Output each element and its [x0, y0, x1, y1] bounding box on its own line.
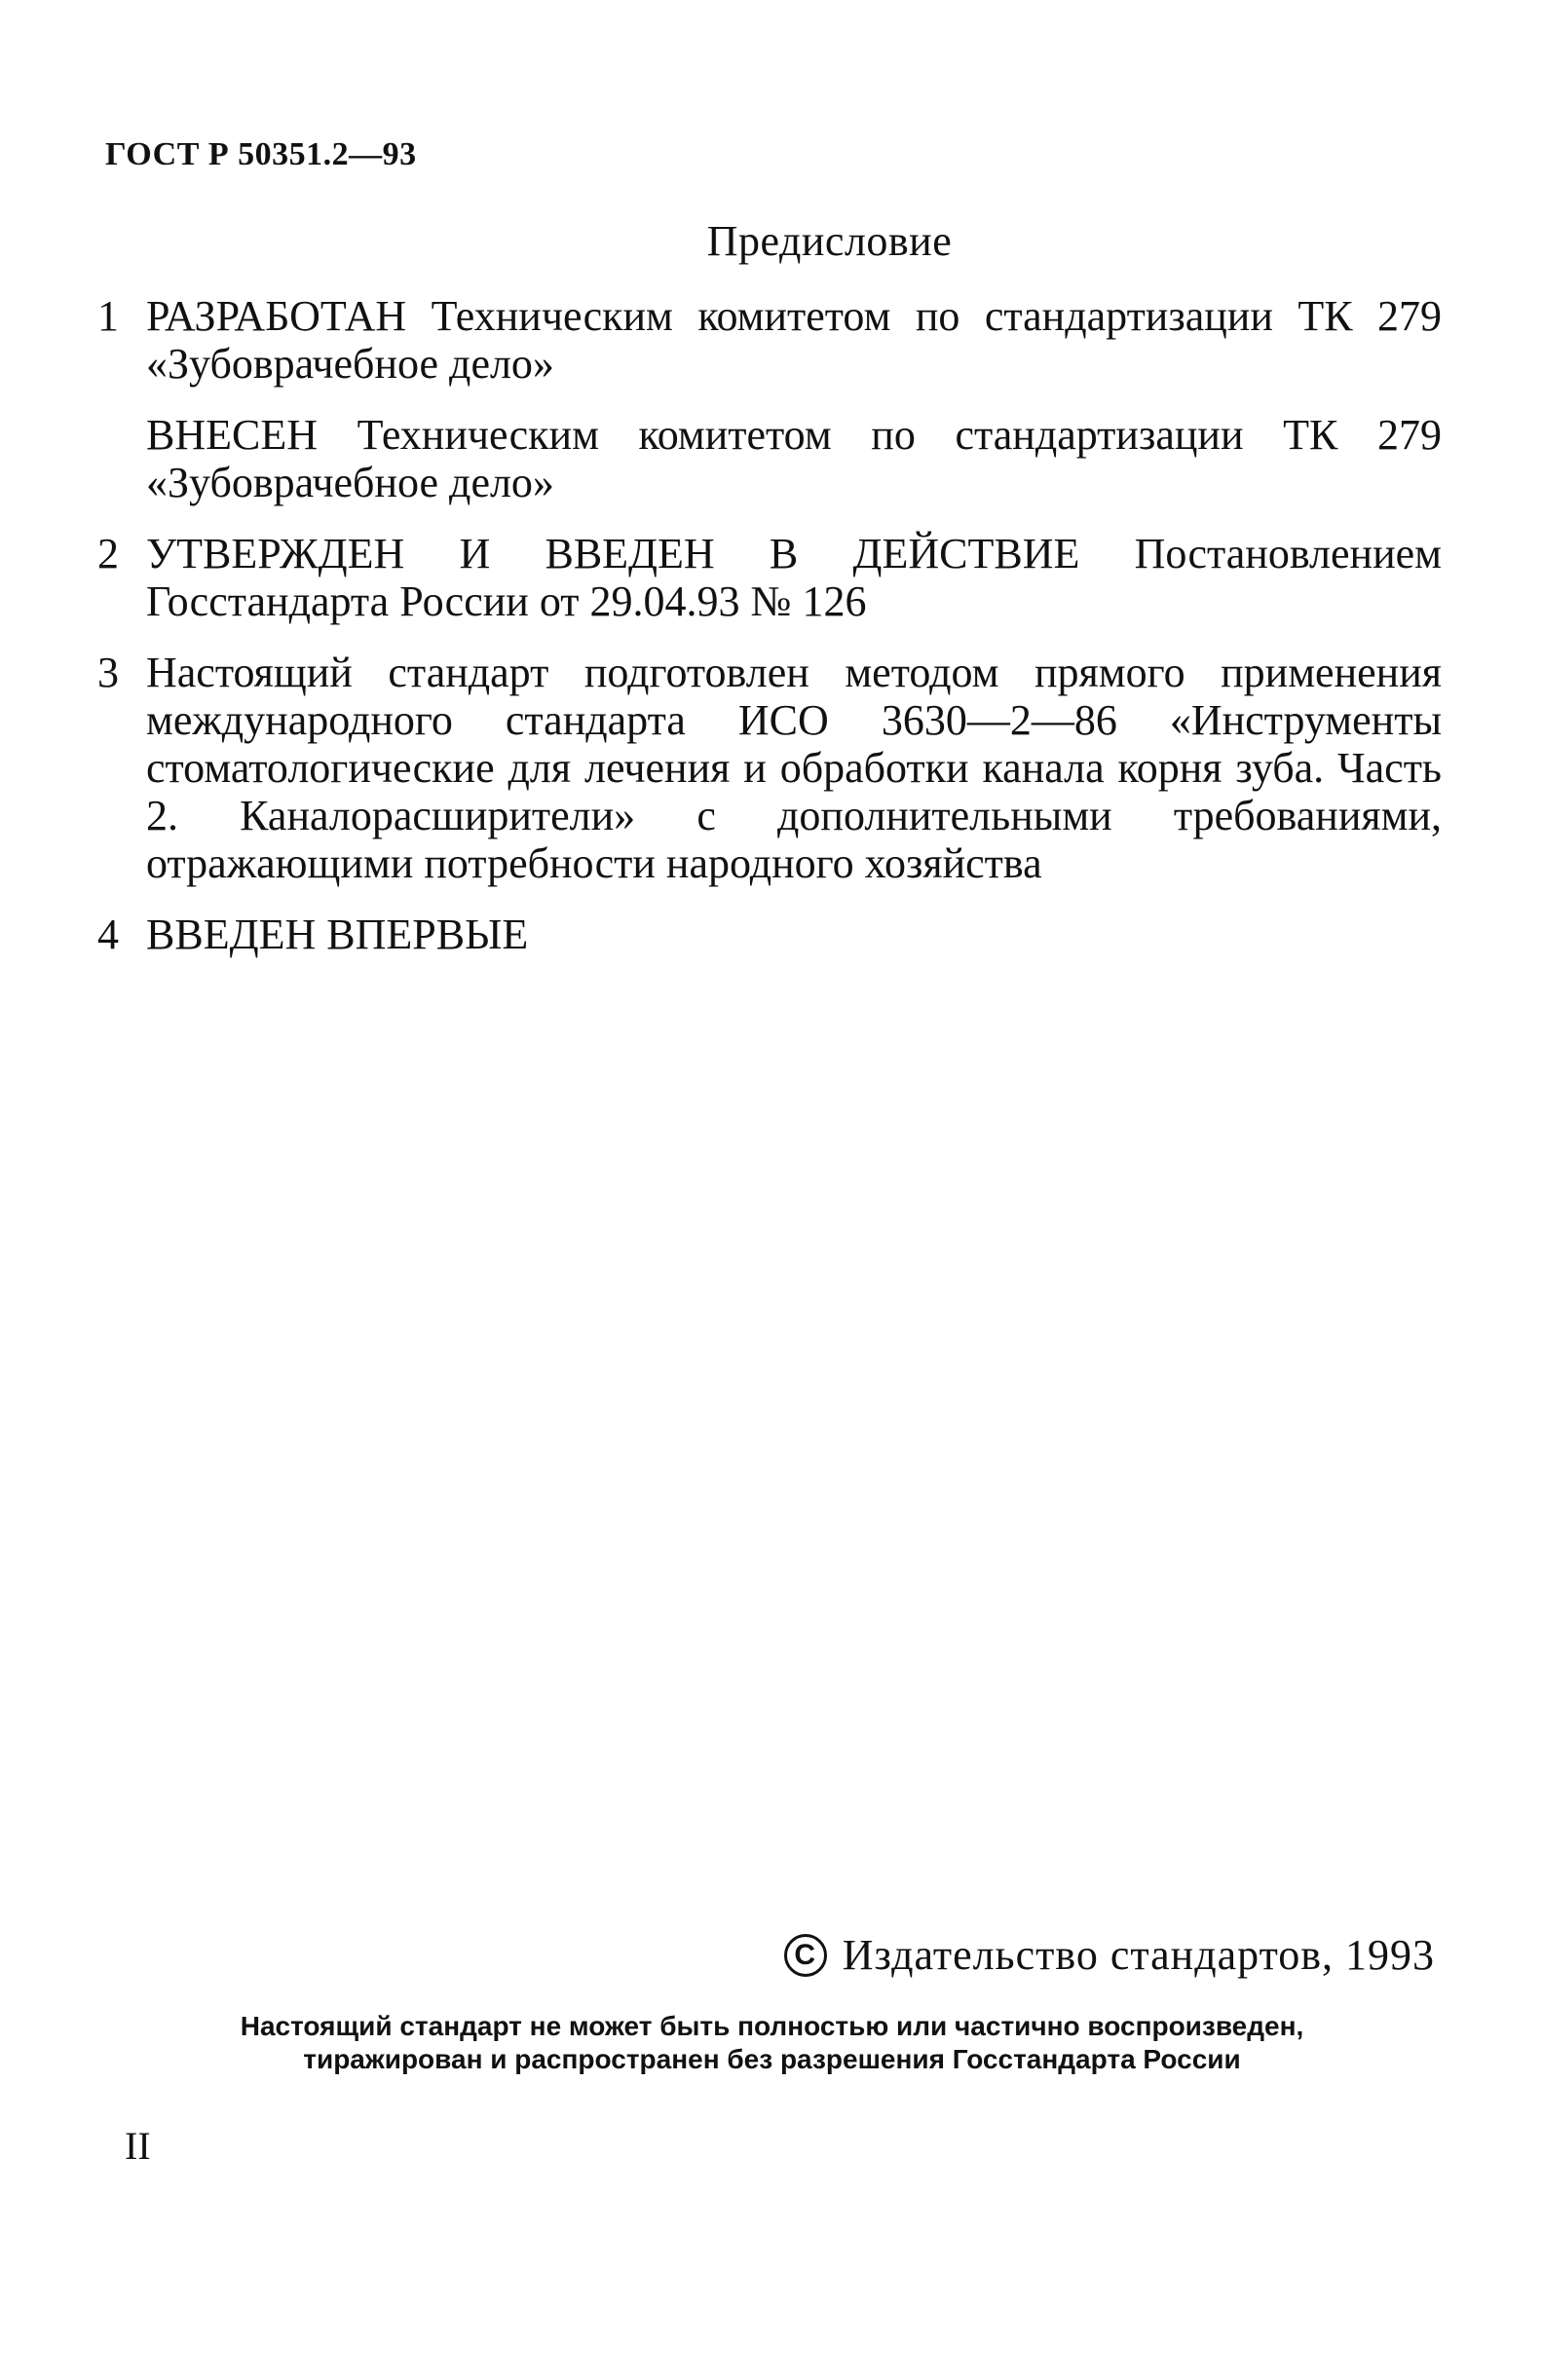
item-text: РАЗРАБОТАН Техническим комитетом по стандартизации ТК 279 «Зубоврачебное дело» — [146, 292, 1442, 388]
foreword-item-1 — [97, 292, 1442, 506]
foreword-item-3 — [97, 649, 1442, 887]
copyright-line — [784, 1930, 1435, 1980]
foreword-list — [97, 292, 1442, 982]
item-text: Настоящий стандарт подготовлен методом прямого применения международного стандарта ИСО 3630—2—86 «Инструменты стоматологические для лечения и обработки канала корня зуба. Часть 2. Каналорасширители» с дополнительными требованиями, отражающими потребности народного хозяйства — [146, 649, 1442, 887]
item-subtext: ВНЕСЕН Техническим комитетом по стандартизации ТК 279 «Зубоврачебное дело» — [146, 411, 1442, 506]
item-text: УТВЕРЖДЕН И ВВЕДЕН В ДЕЙСТВИЕ Постановлением Госстандарта России от 29.04.93 № 126 — [146, 530, 1442, 625]
notice-line-2: тиражирован и распространен без разрешения Госстандарта России — [303, 2044, 1241, 2074]
document-code: ГОСТ Р 50351.2—93 — [105, 136, 417, 172]
foreword-item-2 — [97, 530, 1442, 625]
item-number: 1 — [97, 292, 119, 340]
item-text: ВВЕДЕН ВПЕРВЫЕ — [146, 911, 529, 958]
foreword-title: Предисловие — [706, 217, 953, 265]
item-number: 4 — [97, 911, 119, 958]
notice-line-1: Настоящий стандарт не может быть полностью или частично воспроизведен, — [240, 2011, 1304, 2041]
page-number: II — [125, 2124, 151, 2168]
reproduction-notice — [93, 2010, 1451, 2076]
item-number: 3 — [97, 649, 119, 696]
item-number: 2 — [97, 530, 119, 577]
copyright-icon: C — [784, 1934, 827, 1977]
copyright-text: Издательство стандартов, 1993 — [842, 1931, 1435, 1979]
foreword-item-4 — [97, 911, 1442, 958]
